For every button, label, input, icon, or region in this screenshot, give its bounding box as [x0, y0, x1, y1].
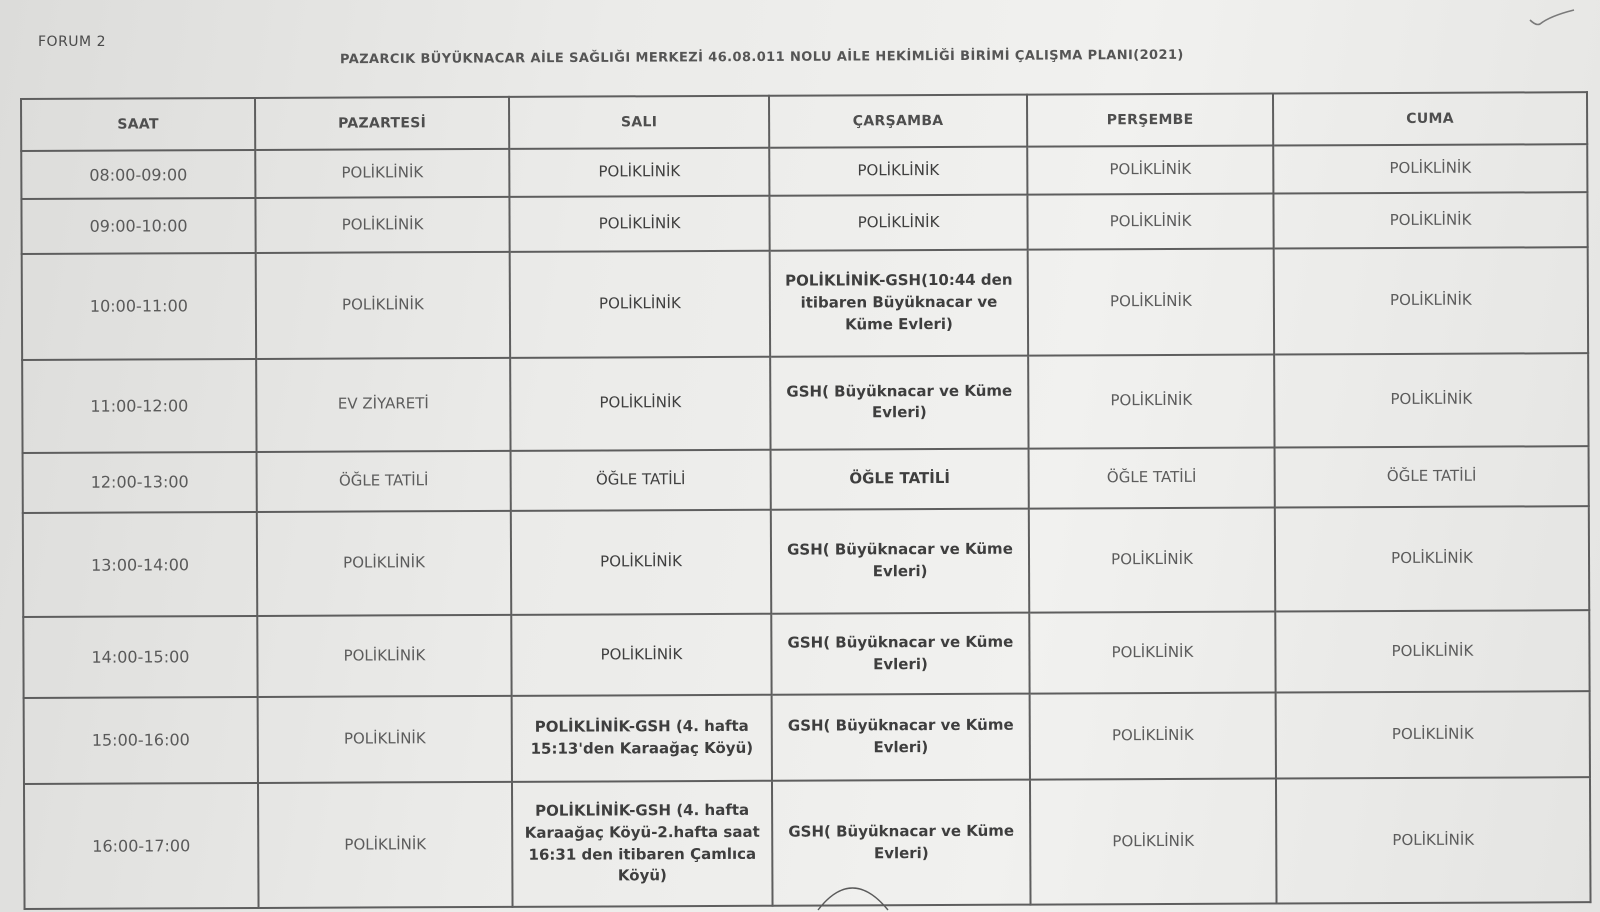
cell-friday: POLİKLİNİK [1276, 777, 1591, 903]
cell-friday: POLİKLİNİK [1274, 353, 1588, 447]
cell-time: 12:00-13:00 [23, 452, 257, 513]
cell-time: 15:00-16:00 [24, 697, 258, 784]
cell-tuesday: POLİKLİNİK [511, 614, 771, 696]
cell-thursday: POLİKLİNİK [1027, 194, 1273, 249]
cell-monday: POLİKLİNİK [256, 251, 510, 359]
cell-tuesday: POLİKLİNİK-GSH (4. hafta Karaağaç Köyü-2.hafta saat 16:31 den itibaren Çamlıca Köyü) [512, 781, 773, 907]
cell-tuesday: POLİKLİNİK-GSH (4. hafta 15:13'den Karaağaç Köyü) [512, 695, 772, 783]
header-sali: SALI [509, 96, 769, 149]
cell-tuesday: POLİKLİNİK [510, 357, 770, 451]
cell-wednesday: POLİKLİNİK [769, 147, 1027, 196]
cell-monday: POLİKLİNİK [255, 197, 509, 252]
cell-thursday: POLİKLİNİK [1027, 146, 1273, 195]
table-row [22, 353, 1588, 452]
header-row [21, 92, 1587, 151]
cell-thursday: POLİKLİNİK [1029, 507, 1275, 613]
cell-wednesday: GSH( Büyüknacar ve Küme Evleri) [771, 508, 1029, 614]
cell-monday: EV ZİYARETİ [256, 358, 510, 452]
table-row [21, 192, 1587, 253]
cell-wednesday: GSH( Büyüknacar ve Küme Evleri) [772, 780, 1031, 906]
cell-thursday: POLİKLİNİK [1028, 248, 1274, 356]
cell-monday: POLİKLİNİK [255, 149, 509, 198]
cell-tuesday: ÖĞLE TATİLİ [511, 449, 771, 510]
table-row [21, 144, 1587, 199]
cell-thursday: POLİKLİNİK [1029, 612, 1275, 693]
cell-tuesday: POLİKLİNİK [510, 250, 770, 358]
table-row [23, 446, 1589, 513]
cell-friday: POLİKLİNİK [1274, 247, 1588, 355]
cell-wednesday: ÖĞLE TATİLİ [771, 448, 1029, 509]
cell-tuesday: POLİKLİNİK [509, 196, 769, 251]
cell-friday: POLİKLİNİK [1275, 611, 1589, 693]
cell-monday: POLİKLİNİK [257, 615, 511, 697]
cell-monday: POLİKLİNİK [257, 511, 511, 617]
cell-thursday: POLİKLİNİK [1028, 355, 1274, 449]
cell-wednesday: POLİKLİNİK-GSH(10:44 den itibaren Büyüknacar ve Küme Evleri) [770, 249, 1028, 357]
cell-time: 09:00-10:00 [21, 198, 255, 253]
cell-monday: ÖĞLE TATİLİ [257, 450, 511, 511]
table-row [22, 247, 1588, 360]
page-title: PAZARCIK BÜYÜKNACAR AİLE SAĞLIĞI MERKEZİ 46.08.011 NOLU AİLE HEKİMLİĞİ BİRİMİ ÇALIŞMA PLANI(2021) [339, 47, 1184, 68]
header-pazartesi: PAZARTESİ [255, 97, 509, 150]
cell-friday: POLİKLİNİK [1273, 144, 1587, 194]
stamp-arc-mark [812, 872, 892, 912]
checkmark-icon [1528, 6, 1576, 28]
cell-time: 08:00-09:00 [21, 150, 255, 199]
cell-monday: POLİKLİNİK [258, 696, 512, 784]
cell-friday: POLİKLİNİK [1275, 506, 1589, 612]
cell-time: 14:00-15:00 [23, 616, 257, 697]
cell-wednesday: GSH( Büyüknacar ve Küme Evleri) [771, 613, 1029, 695]
header-persembe: PERŞEMBE [1027, 94, 1273, 147]
cell-thursday: POLİKLİNİK [1030, 692, 1276, 780]
cell-time: 10:00-11:00 [22, 253, 256, 361]
table-row [24, 777, 1591, 909]
header-cuma: CUMA [1273, 92, 1587, 145]
cell-wednesday: GSH( Büyüknacar ve Küme Evleri) [772, 693, 1030, 781]
table-row [23, 506, 1589, 617]
form-label: FORUM 2 [38, 34, 106, 50]
cell-thursday: ÖĞLE TATİLİ [1029, 447, 1275, 508]
header-carsamba: ÇARŞAMBA [769, 95, 1027, 148]
cell-friday: POLİKLİNİK [1276, 691, 1590, 779]
cell-tuesday: POLİKLİNİK [511, 510, 771, 616]
header-saat: SAAT [21, 98, 255, 151]
cell-time: 16:00-17:00 [24, 783, 259, 909]
cell-thursday: POLİKLİNİK [1030, 779, 1277, 905]
schedule-table [20, 91, 1592, 910]
cell-wednesday: GSH( Büyüknacar ve Küme Evleri) [770, 356, 1028, 450]
cell-time: 13:00-14:00 [23, 512, 257, 618]
table-row [24, 691, 1590, 784]
cell-wednesday: POLİKLİNİK [769, 195, 1027, 250]
cell-friday: POLİKLİNİK [1273, 192, 1587, 248]
cell-tuesday: POLİKLİNİK [509, 148, 769, 197]
cell-friday: ÖĞLE TATİLİ [1275, 446, 1589, 508]
cell-time: 11:00-12:00 [22, 359, 256, 453]
table-row [23, 611, 1589, 698]
cell-monday: POLİKLİNİK [258, 782, 513, 908]
